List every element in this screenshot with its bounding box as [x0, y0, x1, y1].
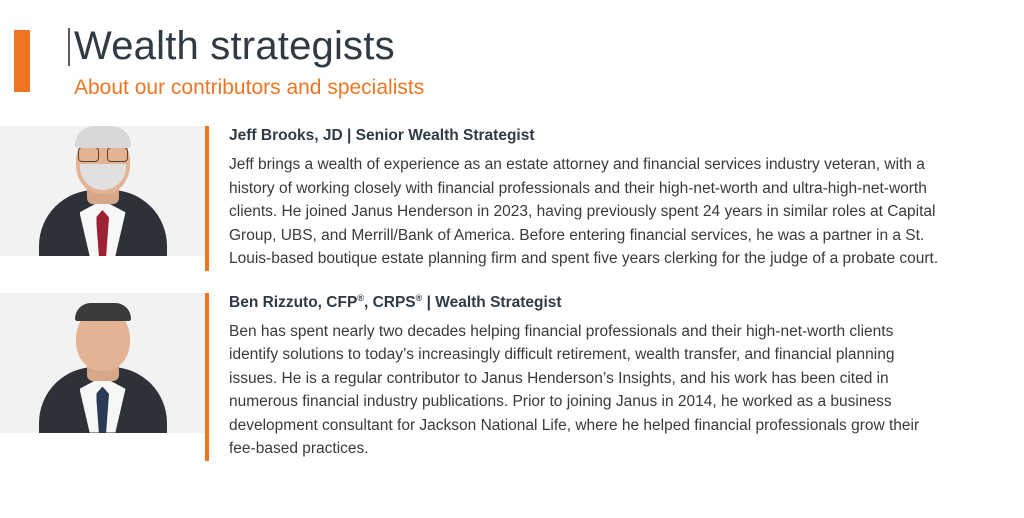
right-edge-margin [1014, 0, 1024, 518]
title-block [68, 22, 1024, 102]
bio-body-ben-rizzuto: Ben has spent nearly two decades helping financial professionals and their high-net-worth clients identify solutions to today’s increasingly difficult retirement, wealth transfer, and financial planning issues. He is a regular contributor to Janus Henderson’s Insights, and his work has been cited in numerous financial industry publications. Prior to joining Janus in 2014, he worked as a business development consultant for Jackson National Life, where he helped financial professionals grow their fee-based practices. [229, 322, 920, 457]
bio-name-part-3: | Wealth Strategist [422, 293, 562, 311]
page-subtitle: About our contributors and specialists [74, 76, 425, 99]
bio-photo-ben-rizzuto [0, 293, 205, 433]
bio-body-jeff-brooks: Jeff brings a wealth of experience as an estate attorney and financial services industry veteran, with a history of working closely with financial professionals and their high-net-worth and ultra-high-net-worth clients. He joined Janus Henderson in 2023, having previously spent 24 years in similar roles at Capital Group, UBS, and Merrill/Bank of America. Before entering financial services, he was a partner in a St. Louis-based boutique estate planning firm and spent five years clerking for the judge of a probate court. [229, 156, 939, 267]
bio-photo-jeff-brooks [0, 126, 205, 256]
bio-name-ben-rizzuto [229, 293, 940, 313]
title-caret-mark [68, 28, 70, 66]
orange-accent-bar [14, 30, 30, 92]
portrait-hair [75, 126, 131, 148]
portrait-illustration [28, 293, 178, 433]
bio-name-jeff-brooks: Jeff Brooks, JD | Senior Wealth Strategist [229, 127, 535, 144]
glasses-icon [78, 147, 128, 160]
page-title [68, 22, 1024, 70]
page-header [0, 0, 1024, 102]
bio-divider [205, 126, 209, 271]
portrait-illustration [28, 126, 178, 256]
bio-row [0, 126, 1024, 271]
portrait-hair [75, 303, 131, 321]
bio-divider [205, 293, 209, 461]
page-title-text: Wealth strategists [74, 24, 395, 68]
bio-text-block [229, 126, 1024, 271]
registered-mark-1: ® [357, 292, 364, 303]
bio-name-part-1: Ben Rizzuto, CFP [229, 293, 358, 311]
registered-mark-2: ® [415, 292, 423, 303]
bio-text-block [229, 293, 1024, 461]
bio-list [0, 126, 1024, 461]
bio-row [0, 293, 1024, 461]
bio-name-part-2: , CRPS [363, 293, 416, 311]
